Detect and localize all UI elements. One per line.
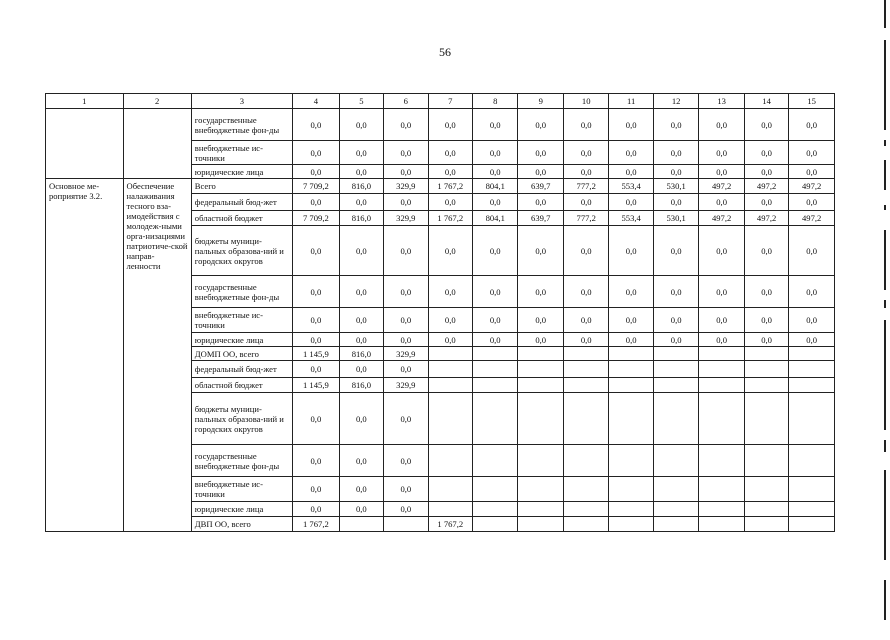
value-cell (699, 502, 744, 517)
value-cell: 0,0 (563, 109, 608, 141)
value-cell (473, 517, 518, 532)
value-cell: 0,0 (473, 333, 518, 347)
value-cell (609, 445, 653, 477)
value-cell: 0,0 (293, 165, 340, 179)
scan-edge-mark (884, 300, 886, 308)
value-cell (473, 445, 518, 477)
column-header: 9 (518, 94, 563, 109)
value-cell: 804,1 (473, 211, 518, 226)
value-cell: 0,0 (339, 165, 383, 179)
value-cell (699, 361, 744, 378)
funding-source-label: бюджеты муници-пальных образова-ний и городских округов (191, 393, 292, 445)
value-cell: 0,0 (384, 141, 428, 165)
value-cell (744, 477, 788, 502)
value-cell (473, 361, 518, 378)
scan-edge-marks (882, 0, 888, 640)
value-cell (699, 477, 744, 502)
value-cell: 0,0 (563, 226, 608, 276)
value-cell: 0,0 (473, 141, 518, 165)
scan-edge-mark (884, 0, 886, 28)
value-cell: 0,0 (293, 393, 340, 445)
value-cell (473, 477, 518, 502)
value-cell: 0,0 (563, 276, 608, 308)
value-cell (563, 393, 608, 445)
scan-edge-mark (884, 140, 886, 146)
value-cell: 0,0 (473, 165, 518, 179)
value-cell: 0,0 (518, 141, 563, 165)
value-cell (653, 361, 698, 378)
value-cell (699, 445, 744, 477)
column-header: 10 (563, 94, 608, 109)
value-cell: 1 145,9 (293, 378, 340, 393)
column-header: 7 (428, 94, 472, 109)
value-cell: 0,0 (699, 226, 744, 276)
value-cell: 0,0 (293, 445, 340, 477)
value-cell (653, 445, 698, 477)
value-cell: 777,2 (563, 179, 608, 194)
value-cell (563, 347, 608, 361)
value-cell: 1 145,9 (293, 347, 340, 361)
value-cell (428, 445, 472, 477)
value-cell: 0,0 (339, 226, 383, 276)
value-cell: 639,7 (518, 211, 563, 226)
value-cell: 0,0 (339, 141, 383, 165)
value-cell (563, 502, 608, 517)
value-cell (789, 378, 835, 393)
value-cell: 0,0 (339, 361, 383, 378)
value-cell: 0,0 (744, 109, 788, 141)
value-cell: 1 767,2 (293, 517, 340, 532)
value-cell: 0,0 (293, 502, 340, 517)
funding-source-label: областной бюджет (191, 378, 292, 393)
value-cell: 329,9 (384, 179, 428, 194)
value-cell (609, 393, 653, 445)
value-cell (789, 517, 835, 532)
value-cell (428, 502, 472, 517)
value-cell: 0,0 (428, 226, 472, 276)
funding-source-label: юридические лица (191, 502, 292, 517)
value-cell: 497,2 (699, 179, 744, 194)
value-cell: 0,0 (653, 308, 698, 333)
value-cell (518, 361, 563, 378)
value-cell: 0,0 (653, 226, 698, 276)
value-cell: 0,0 (609, 194, 653, 211)
value-cell: 0,0 (339, 393, 383, 445)
value-cell: 0,0 (384, 477, 428, 502)
value-cell: 0,0 (384, 226, 428, 276)
column-header: 2 (123, 94, 191, 109)
value-cell: 0,0 (518, 194, 563, 211)
value-cell (744, 502, 788, 517)
value-cell: 0,0 (473, 109, 518, 141)
value-cell: 0,0 (428, 165, 472, 179)
value-cell: 329,9 (384, 378, 428, 393)
column-header: 4 (293, 94, 340, 109)
value-cell: 0,0 (744, 308, 788, 333)
value-cell (518, 477, 563, 502)
continuation-col2 (123, 109, 191, 179)
column-header: 14 (744, 94, 788, 109)
value-cell: 0,0 (699, 165, 744, 179)
value-cell (789, 445, 835, 477)
scan-edge-mark (884, 160, 886, 190)
funding-source-label: федеральный бюд-жет (191, 361, 292, 378)
value-cell: 1 767,2 (428, 179, 472, 194)
value-cell (699, 347, 744, 361)
value-cell: 0,0 (384, 276, 428, 308)
value-cell: 639,7 (518, 179, 563, 194)
scan-edge-mark (884, 580, 886, 620)
event-description: Обеспечение налаживания тесного вза-имодействия с молодеж-ными орга-низациями патриотиче-ской направ-ленности (123, 179, 191, 532)
value-cell: 0,0 (384, 502, 428, 517)
budget-table (45, 93, 835, 532)
value-cell (653, 502, 698, 517)
value-cell: 777,2 (563, 211, 608, 226)
value-cell: 816,0 (339, 179, 383, 194)
value-cell (653, 347, 698, 361)
funding-source-label: юридические лица (191, 333, 292, 347)
value-cell: 0,0 (789, 141, 835, 165)
value-cell: 0,0 (744, 226, 788, 276)
value-cell (789, 393, 835, 445)
value-cell: 0,0 (563, 333, 608, 347)
column-header: 8 (473, 94, 518, 109)
value-cell (518, 502, 563, 517)
value-cell: 0,0 (428, 333, 472, 347)
value-cell: 0,0 (789, 194, 835, 211)
value-cell (653, 517, 698, 532)
column-header: 11 (609, 94, 653, 109)
value-cell: 0,0 (384, 445, 428, 477)
value-cell: 497,2 (744, 179, 788, 194)
value-cell: 530,1 (653, 179, 698, 194)
value-cell: 0,0 (699, 276, 744, 308)
page-number: 56 (439, 45, 451, 59)
value-cell: 0,0 (518, 165, 563, 179)
value-cell: 0,0 (473, 226, 518, 276)
value-cell: 0,0 (563, 141, 608, 165)
value-cell: 0,0 (609, 165, 653, 179)
value-cell (473, 502, 518, 517)
value-cell: 7 709,2 (293, 211, 340, 226)
value-cell (653, 378, 698, 393)
value-cell: 553,4 (609, 179, 653, 194)
value-cell (609, 361, 653, 378)
value-cell: 0,0 (428, 308, 472, 333)
value-cell (473, 378, 518, 393)
value-cell (518, 347, 563, 361)
value-cell: 0,0 (789, 109, 835, 141)
value-cell: 329,9 (384, 347, 428, 361)
value-cell: 0,0 (293, 226, 340, 276)
value-cell: 0,0 (384, 165, 428, 179)
value-cell: 0,0 (384, 308, 428, 333)
value-cell: 497,2 (699, 211, 744, 226)
value-cell (473, 393, 518, 445)
value-cell: 0,0 (339, 194, 383, 211)
column-header: 6 (384, 94, 428, 109)
funding-source-label: ДОМП ОО, всего (191, 347, 292, 361)
value-cell: 0,0 (609, 226, 653, 276)
value-cell (518, 378, 563, 393)
value-cell: 0,0 (744, 194, 788, 211)
value-cell: 804,1 (473, 179, 518, 194)
value-cell (518, 517, 563, 532)
value-cell: 0,0 (699, 194, 744, 211)
value-cell (428, 361, 472, 378)
value-cell: 0,0 (293, 477, 340, 502)
value-cell: 0,0 (384, 361, 428, 378)
value-cell: 0,0 (473, 194, 518, 211)
value-cell: 530,1 (653, 211, 698, 226)
value-cell (609, 517, 653, 532)
value-cell: 0,0 (653, 194, 698, 211)
value-cell (789, 477, 835, 502)
value-cell: 0,0 (339, 502, 383, 517)
value-cell (789, 502, 835, 517)
value-cell: 1 767,2 (428, 517, 472, 532)
continuation-col1 (46, 109, 124, 179)
value-cell: 0,0 (699, 333, 744, 347)
value-cell (473, 347, 518, 361)
value-cell (563, 477, 608, 502)
value-cell (384, 517, 428, 532)
value-cell: 0,0 (609, 276, 653, 308)
funding-source-label: Всего (191, 179, 292, 194)
value-cell: 0,0 (563, 165, 608, 179)
value-cell: 0,0 (518, 276, 563, 308)
value-cell (428, 347, 472, 361)
value-cell: 329,9 (384, 211, 428, 226)
funding-source-label: юридические лица (191, 165, 292, 179)
value-cell (563, 378, 608, 393)
value-cell: 816,0 (339, 211, 383, 226)
value-cell (699, 393, 744, 445)
column-header: 12 (653, 94, 698, 109)
value-cell (789, 361, 835, 378)
funding-source-label: федеральный бюд-жет (191, 194, 292, 211)
value-cell (744, 445, 788, 477)
value-cell: 1 767,2 (428, 211, 472, 226)
value-cell (789, 347, 835, 361)
value-cell: 0,0 (384, 194, 428, 211)
value-cell: 0,0 (789, 333, 835, 347)
value-cell (744, 361, 788, 378)
value-cell (609, 502, 653, 517)
value-cell: 553,4 (609, 211, 653, 226)
funding-source-label: внебюджетные ис-точники (191, 308, 292, 333)
column-header: 3 (191, 94, 292, 109)
value-cell: 0,0 (609, 308, 653, 333)
value-cell: 0,0 (789, 308, 835, 333)
value-cell: 0,0 (789, 226, 835, 276)
value-cell: 0,0 (428, 141, 472, 165)
value-cell (563, 517, 608, 532)
value-cell (428, 477, 472, 502)
value-cell: 497,2 (744, 211, 788, 226)
value-cell: 0,0 (744, 276, 788, 308)
funding-source-label: областной бюджет (191, 211, 292, 226)
value-cell: 0,0 (699, 141, 744, 165)
value-cell: 0,0 (609, 141, 653, 165)
value-cell: 0,0 (339, 477, 383, 502)
value-cell: 0,0 (653, 333, 698, 347)
funding-source-label: внебюджетные ис-точники (191, 141, 292, 165)
value-cell: 0,0 (609, 109, 653, 141)
event-name: Основное ме-роприятие 3.2. (46, 179, 124, 532)
value-cell (609, 477, 653, 502)
value-cell: 816,0 (339, 347, 383, 361)
value-cell: 497,2 (789, 211, 835, 226)
value-cell: 0,0 (518, 308, 563, 333)
scan-edge-mark (884, 230, 886, 290)
value-cell (653, 477, 698, 502)
value-cell: 0,0 (293, 109, 340, 141)
value-cell: 0,0 (473, 308, 518, 333)
value-cell (744, 393, 788, 445)
value-cell (609, 347, 653, 361)
value-cell: 7 709,2 (293, 179, 340, 194)
value-cell: 0,0 (699, 308, 744, 333)
header-row (46, 94, 835, 109)
funding-source-label: внебюджетные ис-точники (191, 477, 292, 502)
scan-edge-mark (884, 320, 886, 430)
column-header: 5 (339, 94, 383, 109)
value-cell (699, 378, 744, 393)
funding-source-label: государственные внебюджетные фон-ды (191, 445, 292, 477)
value-cell: 0,0 (293, 194, 340, 211)
value-cell: 0,0 (518, 333, 563, 347)
value-cell: 0,0 (653, 141, 698, 165)
value-cell: 0,0 (293, 308, 340, 333)
value-cell: 0,0 (339, 333, 383, 347)
value-cell: 0,0 (339, 109, 383, 141)
value-cell: 0,0 (699, 109, 744, 141)
value-cell (428, 378, 472, 393)
value-cell: 0,0 (384, 393, 428, 445)
value-cell: 0,0 (384, 333, 428, 347)
value-cell: 0,0 (473, 276, 518, 308)
table-row (46, 109, 835, 141)
value-cell (744, 378, 788, 393)
column-header: 13 (699, 94, 744, 109)
value-cell: 0,0 (384, 109, 428, 141)
value-cell: 0,0 (789, 165, 835, 179)
value-cell (563, 361, 608, 378)
scan-edge-mark (884, 470, 886, 560)
value-cell: 0,0 (428, 109, 472, 141)
value-cell (428, 393, 472, 445)
value-cell: 0,0 (518, 226, 563, 276)
scan-edge-mark (884, 40, 886, 130)
value-cell (744, 517, 788, 532)
value-cell (699, 517, 744, 532)
value-cell (563, 445, 608, 477)
value-cell: 0,0 (428, 194, 472, 211)
value-cell (609, 378, 653, 393)
value-cell: 0,0 (789, 276, 835, 308)
funding-source-label: государственные внебюджетные фон-ды (191, 109, 292, 141)
funding-source-label: ДВП ОО, всего (191, 517, 292, 532)
column-header: 1 (46, 94, 124, 109)
value-cell: 497,2 (789, 179, 835, 194)
scan-edge-mark (884, 440, 886, 452)
value-cell: 0,0 (293, 141, 340, 165)
value-cell: 0,0 (293, 333, 340, 347)
value-cell: 0,0 (428, 276, 472, 308)
value-cell (518, 393, 563, 445)
value-cell: 0,0 (563, 308, 608, 333)
scan-edge-mark (884, 205, 886, 210)
value-cell: 0,0 (518, 109, 563, 141)
value-cell: 0,0 (653, 165, 698, 179)
value-cell: 0,0 (744, 333, 788, 347)
value-cell: 0,0 (653, 276, 698, 308)
value-cell: 0,0 (744, 165, 788, 179)
value-cell: 816,0 (339, 378, 383, 393)
value-cell: 0,0 (339, 308, 383, 333)
value-cell (518, 445, 563, 477)
column-header: 15 (789, 94, 835, 109)
value-cell: 0,0 (744, 141, 788, 165)
value-cell: 0,0 (653, 109, 698, 141)
value-cell: 0,0 (609, 333, 653, 347)
value-cell (653, 393, 698, 445)
value-cell: 0,0 (339, 276, 383, 308)
value-cell (339, 517, 383, 532)
value-cell: 0,0 (563, 194, 608, 211)
value-cell: 0,0 (293, 361, 340, 378)
value-cell: 0,0 (293, 276, 340, 308)
value-cell (744, 347, 788, 361)
value-cell: 0,0 (339, 445, 383, 477)
table-row (46, 179, 835, 194)
funding-source-label: государственные внебюджетные фон-ды (191, 276, 292, 308)
funding-source-label: бюджеты муници-пальных образова-ний и городских округов (191, 226, 292, 276)
